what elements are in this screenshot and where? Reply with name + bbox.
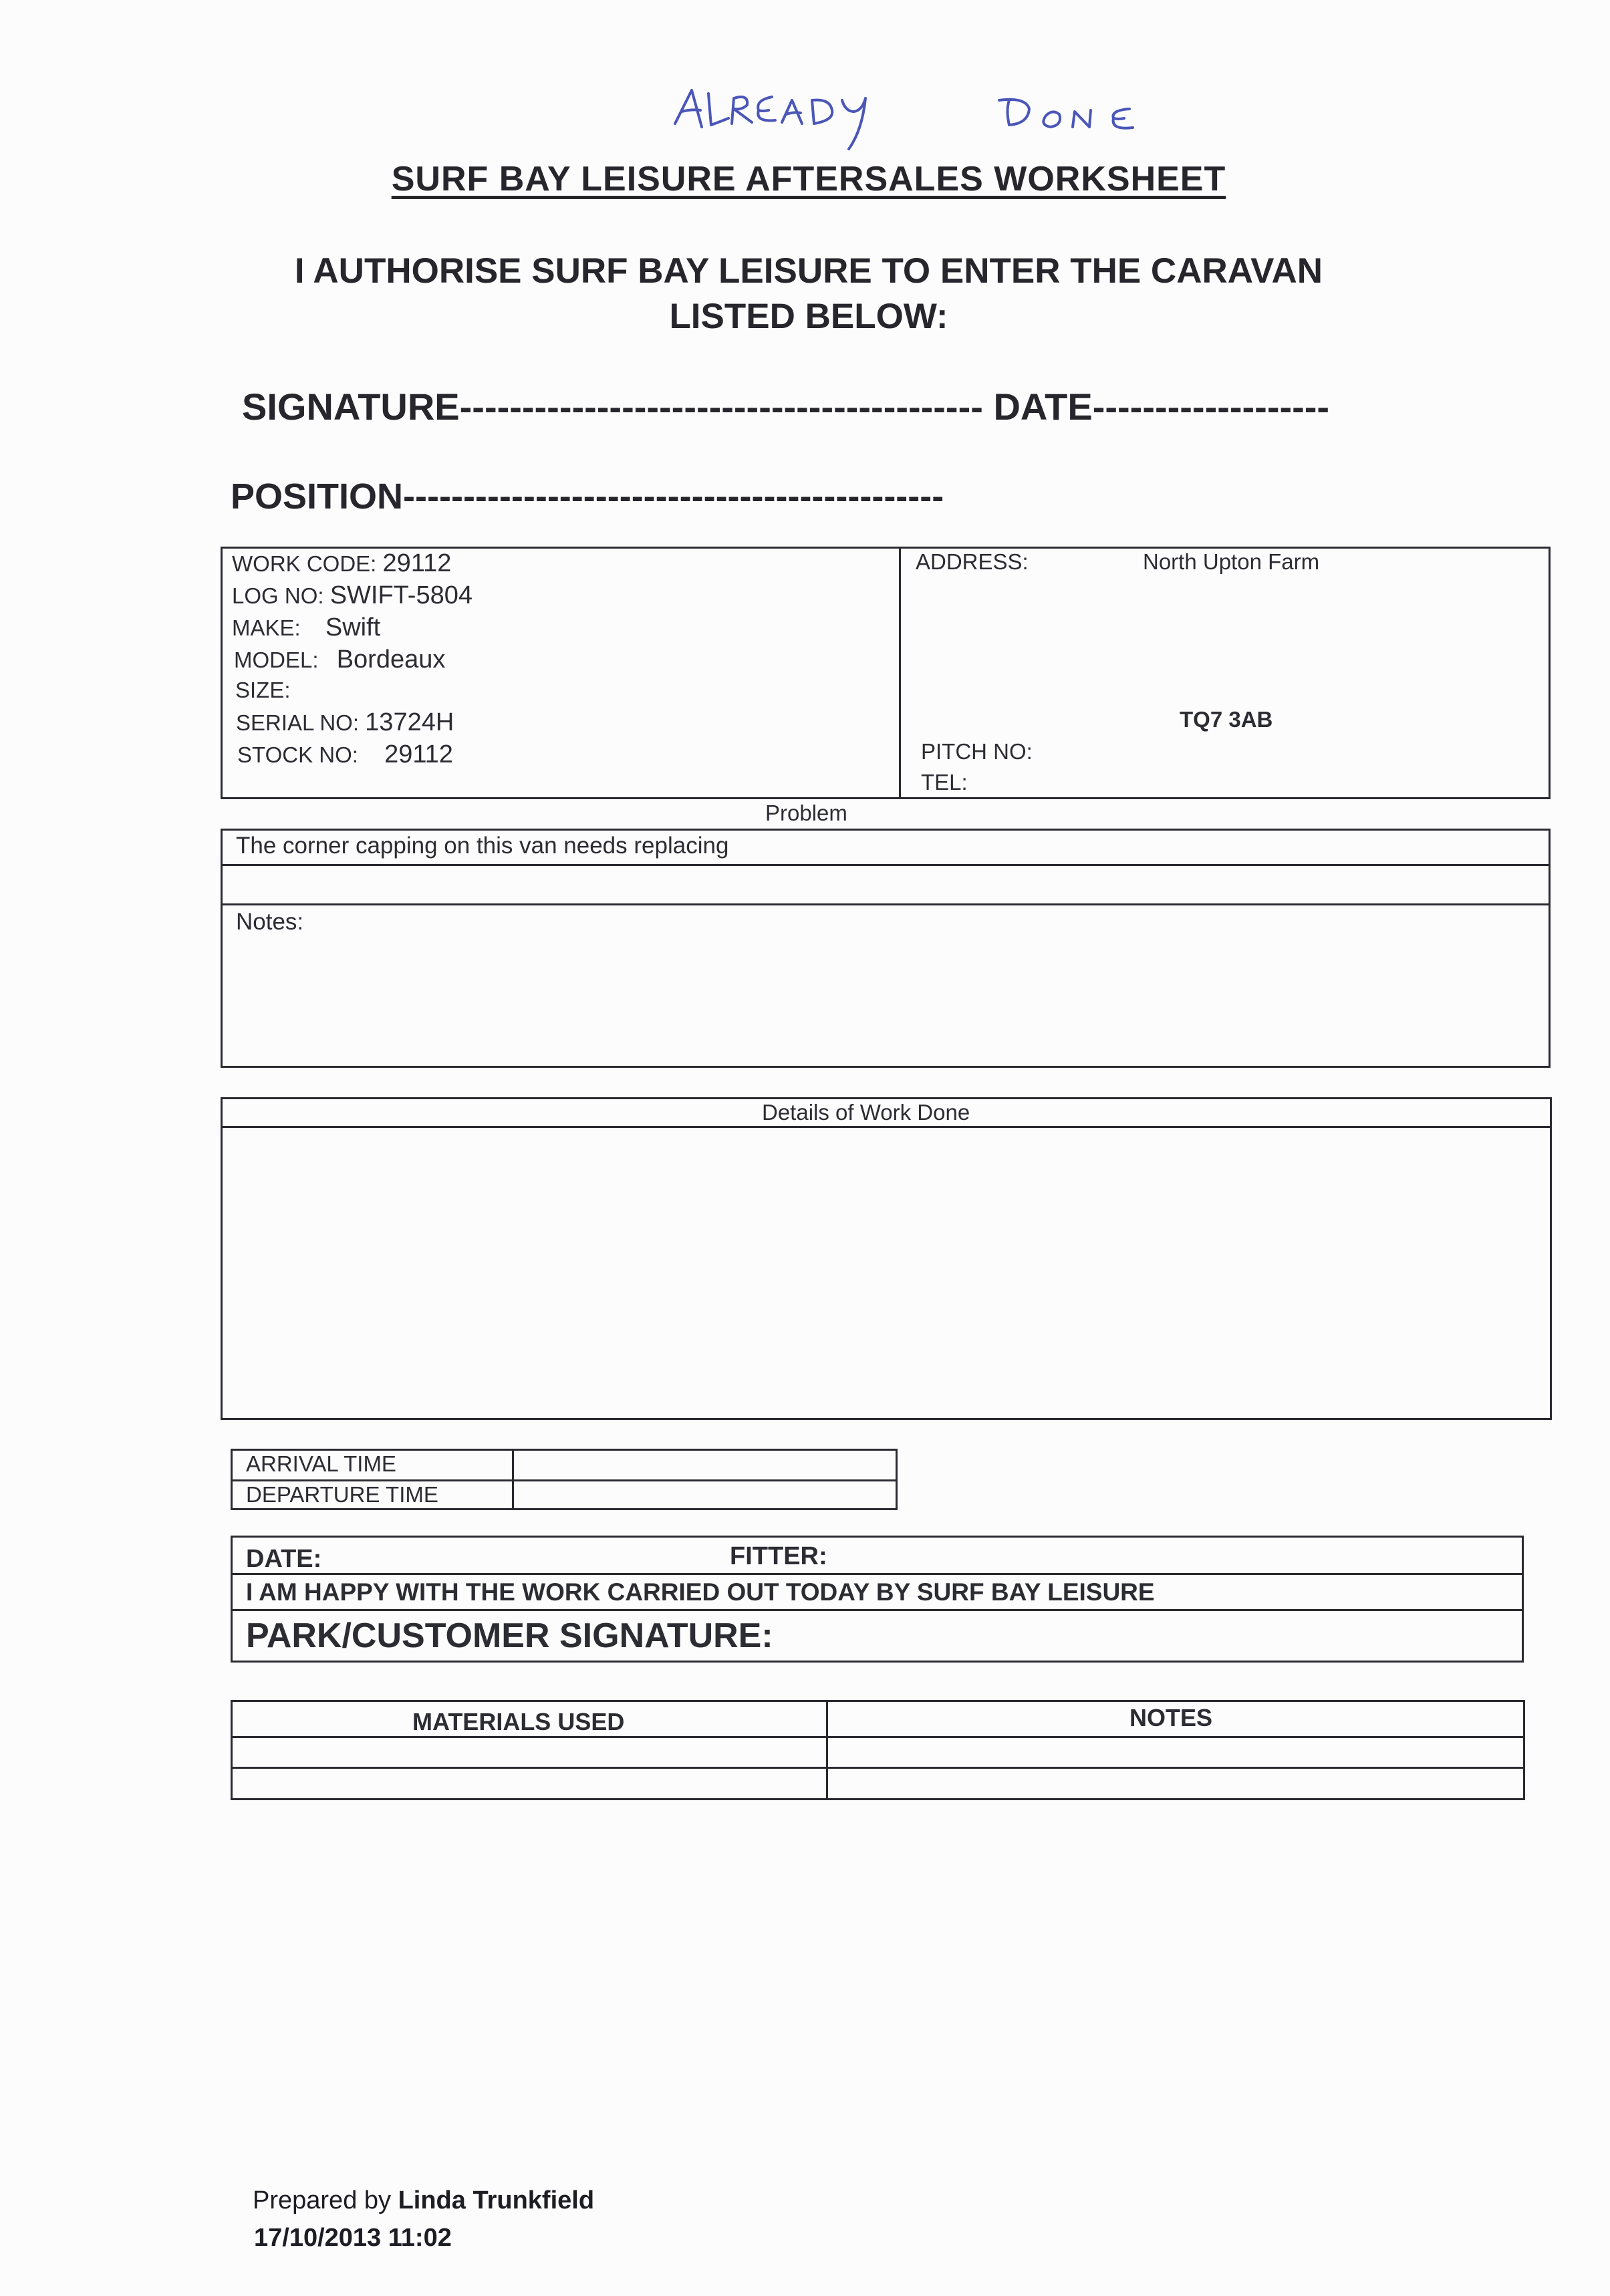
serial-no-value: 13724H [365,708,454,736]
pitch-no-label: PITCH NO: [921,739,1033,764]
problem-row-divider-2 [221,903,1551,905]
prepared-by-name: Linda Trunkfield [398,2186,595,2214]
handwritten-note [662,70,1210,157]
address-line-1: North Upton Farm [1143,549,1320,574]
stock-no-label: STOCK NO: [237,742,358,767]
position-row [231,476,944,517]
address-postcode: TQ7 3AB [1180,707,1273,732]
serial-no-label: SERIAL NO: [236,710,359,735]
arrival-time-label: ARRIVAL TIME [246,1451,396,1476]
log-no-row [232,581,473,610]
make-row [232,613,380,642]
customer-signature-label: PARK/CUSTOMER SIGNATURE: [246,1616,773,1655]
prepared-timestamp: 17/10/2013 11:02 [254,2224,452,2252]
caravan-address-divider [899,547,901,799]
size-label: SIZE: [235,678,291,702]
signoff-row-divider-1 [231,1573,1524,1575]
log-no-label: LOG NO: [232,583,324,608]
authorisation-line-1: I AUTHORISE SURF BAY LEISURE TO ENTER THE CARAVAN [294,251,1323,291]
problem-text: The corner capping on this van needs replacing [236,833,729,859]
tel-label: TEL: [921,770,968,795]
make-label: MAKE: [232,615,301,640]
materials-row-divider-2 [231,1767,1525,1769]
serial-no-row [236,708,454,737]
make-value: Swift [325,613,381,641]
work-code-row [232,549,451,578]
fitter-label: FITTER: [730,1542,827,1570]
notes-label: Notes: [236,909,304,935]
signature-dashes: ------------------------------------------ [459,386,983,428]
work-code-value: 29112 [382,549,452,577]
date-dashes: ------------------- [1092,386,1330,428]
signoff-row-divider-2 [231,1609,1524,1611]
materials-used-header: MATERIALS USED [412,1708,625,1735]
position-label: POSITION [231,476,404,517]
signature-row [242,385,1329,428]
work-done-heading: Details of Work Done [762,1100,970,1125]
problem-row-divider-1 [221,864,1551,866]
address-label: ADDRESS: [916,549,1029,574]
materials-notes-header: NOTES [1129,1704,1213,1731]
prepared-by-line [253,2186,594,2215]
position-dashes: --------------------------------------------- [403,476,944,517]
authorisation-line-2: LISTED BELOW: [669,297,948,336]
worksheet-title: SURF BAY LEISURE AFTERSALES WORKSHEET [391,160,1226,198]
stock-no-row [237,740,453,769]
stock-no-value: 29112 [384,740,453,768]
materials-row-divider-1 [231,1736,1525,1738]
model-label: MODEL: [234,648,319,672]
departure-time-label: DEPARTURE TIME [246,1482,438,1507]
size-row [235,678,291,703]
log-no-value: SWIFT-5804 [329,581,473,609]
work-code-label: WORK CODE: [232,551,377,576]
signature-label: SIGNATURE [242,386,460,428]
authorisation-statement [200,249,1417,339]
times-col-divider [512,1449,514,1510]
materials-col-divider [826,1700,828,1800]
model-row [234,645,445,674]
happy-statement: I AM HAPPY WITH THE WORK CARRIED OUT TODAY BY SURF BAY LEISURE [246,1578,1155,1606]
date-label: DATE [993,386,1093,428]
times-row-divider [231,1479,898,1481]
prepared-by-label: Prepared by [253,2186,392,2214]
work-done-box [221,1097,1552,1420]
problem-heading: Problem [765,801,847,825]
model-value: Bordeaux [336,645,446,674]
signoff-date-label: DATE: [246,1545,322,1573]
work-done-header-divider [221,1126,1552,1128]
